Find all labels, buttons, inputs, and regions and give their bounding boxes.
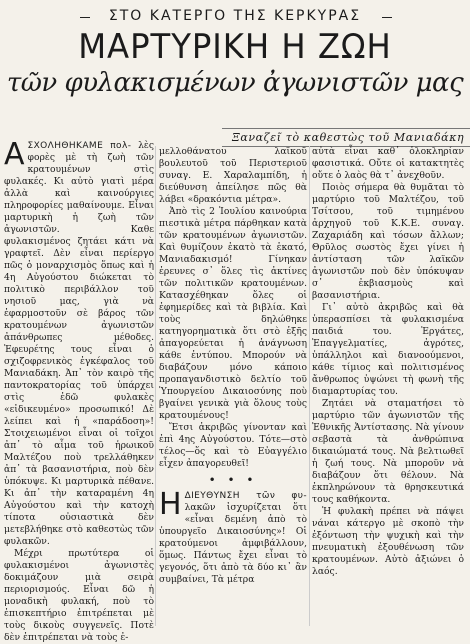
article-subtitle: τῶν φυλακισμένων ἀγωνιστῶν μας xyxy=(6,68,464,98)
text-column-1 xyxy=(4,137,154,644)
text-column-2 xyxy=(159,146,307,586)
article-title: ΜΑΡΤΥΡΙΚΗ Η ΖΩΗ xyxy=(78,27,392,67)
paragraph: αὐτὰ εἶναι καθ᾽ ὁλοκληρίαν φασιστικά. Οὔτε οἱ κατακτητὲς οὔτε ὁ λαὸς θὰ τ᾽ ἀνεχθοῦν. xyxy=(312,146,464,181)
paragraph: Μέχρι πρωτύτερα οἱ φυλακισμένοι ἀγωνιστὲς δοκιμάζουν μιὰ σειρὰ περιορισμούς. Εἶναι δῶ ἡ μοναδικὴ φυλακή, ποὺ τὸ ἐπισκεπτήριο ἐπιτρέπεται μὲ τοὺς δικοὺς συγγενεῖς. Ποτὲ δὲν ἐπιτρέπεται νὰ τοὺς ἐ- xyxy=(4,548,154,643)
paragraph: Ζητάει νὰ σταματήσει τὸ μαρτύριο τῶν ἀγωνιστῶν τῆς Ἐθνικῆς Ἀντίστασης. Νὰ γίνουν σεβαστὰ τὰ ἀνθρώπινα δικαιώματά τους. Νὰ βελτιωθεῖ ἡ ζωή τους. Νὰ μποροῦν νὰ διαβάζουν ὅτι θέλουν. Νὰ ἐκπληρώνουν τὰ θρησκευτικά τους καθήκοντα. xyxy=(312,398,464,505)
paragraph-text: λακῶν ἰσχυρίζεται ὅτι «εἶναι δεμένη ἀπὸ τὸ ὑπουργεῖο Δικαιοσύνης»! Οἱ κρατούμενοι ἀμφιβάλλουν, ὅμως. Πάντως ἔχει εἶναι τὸ γεγονός, ὅτι ἀπὸ τὰ δύο κι᾽ ἂν συμβαίνει, Τὰ μέτρα xyxy=(159,502,307,585)
column-divider xyxy=(309,146,310,626)
drop-cap: Α xyxy=(4,137,25,172)
text-column-3 xyxy=(312,146,464,578)
lead-in: ΔΙΕΥΘΥΝΣΗ τῶν φυ- xyxy=(184,491,307,501)
paragraph xyxy=(159,487,307,586)
paragraph: μελλοθάνατου λαϊκοῦ βουλευτοῦ τοῦ Περιστεριοῦ συναγ. Ε. Χαραλαμπίδη, ἡ διεύθυνση ἀπείλησε πῶς θὰ λάβει «δρακόντια μέτρα». xyxy=(159,146,307,205)
paragraph: Ἡ φυλακὴ πρέπει νὰ πάψει νάναι κάτεργο μὲ σκοπὸ τὴν ἐξόντωση τὴν ψυχικὴ καὶ τὴν πνευματικὴ ἐξουθένωση τῶν κρατουμένων. Αὐτὸ ἀξιώνει ὁ λαός. xyxy=(312,506,464,577)
paragraph: Ποιὸς σήμερα θὰ θυμᾶται τὸ μαρτύριο τοῦ Μαλτέζου, τοῦ Τσίτσου, τοῦ τιμημένου ἀρχηγοῦ τοῦ Κ.Κ.Ε. συναγ. Ζαχαριάδη καὶ τόσων ἄλλων; Θρῦλος σωστὸς ἔχει γίνει ἡ ἀντίσταση τῶν λαϊκῶν ἀγωνιστῶν ποὺ δὲν ὑπόκυψαν σ᾽ ἐκβιασμοὺς καὶ βασανιστήρια. xyxy=(312,182,464,301)
paragraph: Ἔτσι ἀκριβῶς γίνονταν καὶ ἐπὶ 4ης Αὐγούστου. Τότε—στὸ τέλος—ὅς καὶ τὸ Εὐαγγέλιο εἶχεν ἀπαγορευθεῖ! xyxy=(159,422,307,469)
paragraph: Ἀπὸ τὶς 2 Ἰουλίου καινούρια πιεστικὰ μέτρα πάρθηκαν κατὰ τῶν κρατουμένων ἀγωνιστῶν. Καὶ θυμίζουν ἑκατὸ τὰ ἑκατό, Μανιαδακισμό! Γίνηκαν ἐρευνες σ᾽ ὅλες τὶς ἀκτίνες τῶν πολιτικῶν κρατουμένων. Κατασχέθηκαν ὅλες οἱ ἐφημερίδες καὶ τὰ βιβλία. Καὶ τοὺς δηλώθηκε κατηγορηματικὰ ὅτι στὸ ἑξῆς ἀπαγορεύεται ἡ ἀνάγνωση κάθε ἐντύπου. Μπορούν νὰ διαβάζουν μόνο κάποιο προπαγανδιστικὸ δελτίο τοῦ Ὑπουργείου Δικαιοσύνης ποὺ βγαίνει γενικὰ γιὰ ὅλους τοὺς κρατουμένους! xyxy=(159,206,307,421)
paragraph-text: λὲς φορὲς μὲ τὴ ζωὴ τῶν κρατουμένων στὶς φυλακές. Κι αὐτὸ γιατὶ μέρα ἀλλὰ καὶ καινούργιες πληροφορίες μαθαίνουμε. Εἶναι μαρτυρικὴ ἡ ζωὴ τῶν ἀγωνιστῶν. Καθε φυλακισμένος ζητάει κάτι νὰ γραφτεῖ. Δὲν εἶναι περίεργο πῶς ὁ μοναρχισμὸς ὅπως καὶ ἡ 4η Αὐγούστου διώκεται τὸ πολιτικὸ περιβάλλον τοῦ νησιοῦ μας, γιὰ νὰ ἐφαρμοστοῦν σὲ βάρος τῶν κρατουμένων ἀγωνιστῶν ἀπάνθρωπες μέθοδες. Ἐφευρέτης τους εἶναι ὁ σχιζοφρενικὸς ἐγκέφαλος τοῦ Μανιαδάκη. Ἀπ᾽ τὸν καιρὸ τῆς παντοκρατορίας τοῦ ὑπάρχει στὶς ἐδῶ φυλακὲς «εἰδικευμένο» προσωπικό! Δὲ λείπει καὶ ἡ «παράδοση»! Στοιχειωμένοι εἶναι οἱ τοῖχοι ἀπ᾽ τὸ αἷμα τοῦ ἡρωικοῦ Μαλτέζου ποὺ τρελλάθηκεν ἀπ᾽ τὰ βασανιστήρια, ποὺ δὲν ὑπόκυψε. Κι μαρτυρικὰ πέθανε. Κι ἀπ᾽ τὴν καταραμένη 4η Αὐγούστου καὶ τὴν κατοχὴ τίποτα οὐσιαστικὰ δὲν μετεβλήθηκε στὸ καθεστὼς τῶν φυλακῶν. xyxy=(4,140,154,547)
article-kicker: ΣΤΟ ΚΑΤΕΡΓΟ ΤΗΣ ΚΕΡΚΥΡΑΣ xyxy=(108,8,362,24)
article-byline: Ξαναζεῖ τὸ καθεστὼς τοῦ Μανιαδάκη xyxy=(222,128,470,147)
drop-cap: Η xyxy=(159,487,182,522)
column-divider xyxy=(155,146,156,626)
kicker-rule-right xyxy=(382,17,392,18)
lead-in: ΣΧΟΛΗΘΗΚΑΜΕ πολ- xyxy=(27,141,132,151)
section-separator: • • • xyxy=(208,473,258,487)
paragraph: Γι᾽ αὐτὸ ἀκριβῶς καὶ θὰ ὑπερασπίσει τὰ φυλακισμένα παιδιά του. Ἐργάτες, Ἐπαγγελματίες, ἀγρότες, ὑπάλληλοι καὶ διανοούμενοι, κάθε τίμιος καὶ πολιτισμένος ἄνθρωπος ὑψώνει τὴ φωνὴ τῆς διαμαρτυρίας του. xyxy=(312,302,464,397)
paragraph xyxy=(4,137,154,548)
